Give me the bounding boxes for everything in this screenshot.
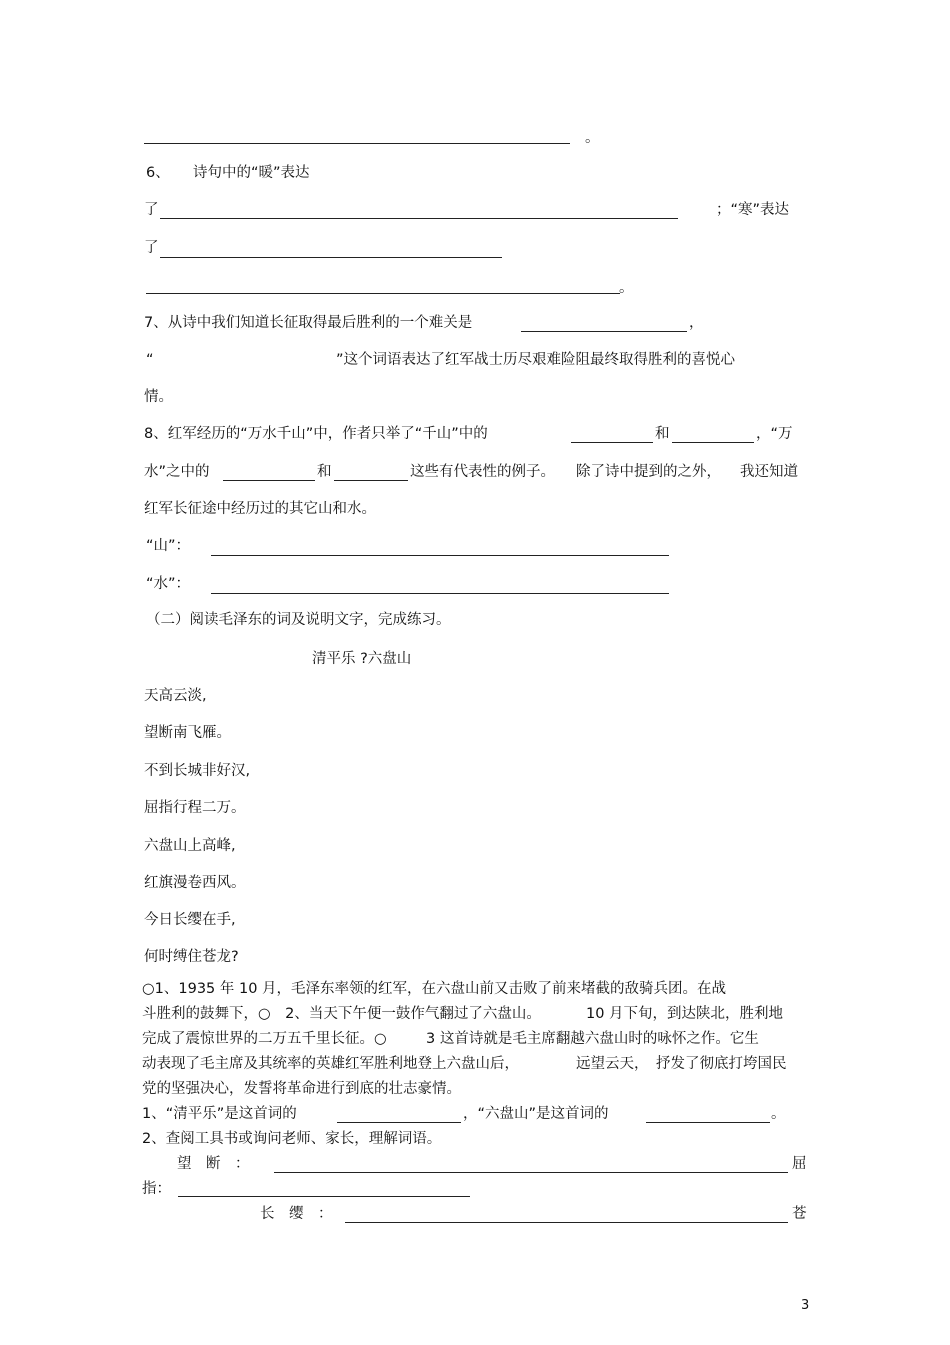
answer-line-quzhi[interactable] <box>178 1196 470 1197</box>
q6-line2-start: 了 <box>144 240 159 256</box>
q7-open-quote: “ <box>146 352 154 368</box>
q8-and-1: 和 <box>655 426 670 442</box>
answer-line-q5[interactable] <box>144 143 570 144</box>
q6-text: 诗句中的“暖”表达 <box>193 165 310 181</box>
term-wangduan: 望 断 ： <box>177 1156 250 1172</box>
answer-line-q6-warm[interactable] <box>160 218 678 219</box>
answer-line-q7[interactable] <box>521 331 687 332</box>
q6-line1-start: 了 <box>144 202 159 218</box>
explanation-line: 3 这首诗就是毛主席翻越六盘山时的咏怀之作。它生 <box>426 1031 759 1047</box>
answer-line-changying[interactable] <box>345 1222 788 1223</box>
explanation-line: 抒发了彻底打垮国民 <box>656 1056 787 1072</box>
poem-line: 今日长缨在手, <box>144 912 236 928</box>
answer-line-q6-cold[interactable] <box>160 257 502 258</box>
q8-line2-end: 我还知道 <box>740 464 798 480</box>
poem-line: 红旗漫卷西风。 <box>144 875 246 891</box>
explanation-line: 10 月下旬，到达陕北，胜利地 <box>586 1006 784 1022</box>
poem-line: 何时缚住苍龙? <box>144 949 239 965</box>
answer-line-q8-mountain1[interactable] <box>571 442 653 443</box>
answer-line-q6-cold-cont[interactable] <box>146 293 620 294</box>
answer-line-mountains[interactable] <box>211 555 669 556</box>
explanation-line: 党的坚强决心，发誓将革命进行到底的壮志豪情。 <box>142 1081 461 1097</box>
q5-end-mark: 。 <box>585 130 600 146</box>
term-changying: 长 缨 ： <box>260 1206 333 1222</box>
q8-line3: 红军长征途中经历过的其它山和水。 <box>144 501 376 517</box>
question-1-end: 。 <box>771 1106 786 1122</box>
answer-line-q8-mountain2[interactable] <box>672 442 754 443</box>
answer-line-q1-a[interactable] <box>337 1122 461 1123</box>
explanation-line: 远望云天， <box>576 1056 649 1072</box>
explanation-line: 完成了震惊世界的二万五千里长征。○ <box>142 1031 387 1047</box>
answer-line-q1-b[interactable] <box>646 1122 770 1123</box>
q7-text: 7、从诗中我们知道长征取得最后胜利的一个难关是 <box>144 315 473 331</box>
q8-line2-mid: 这些有代表性的例子。 <box>410 464 555 480</box>
q8-line1: 8、红军经历的“万水千山”中，作者只举了“千山”中的 <box>144 426 488 442</box>
poem-line: 望断南飞雁。 <box>144 725 231 741</box>
q7-end: 情。 <box>144 389 173 405</box>
poem-line: 天高云淡, <box>144 688 207 704</box>
section2-heading: （二）阅读毛泽东的词及说明文字，完成练习。 <box>146 612 451 628</box>
explanation-line: 动表现了毛主席及其统率的英雄红军胜利地登上六盘山后， <box>142 1056 519 1072</box>
term-canglong-start: 苍 <box>792 1206 807 1222</box>
question-2: 2、查阅工具书或询问老师、家长，理解词语。 <box>142 1131 442 1147</box>
term-quzhi-end: 指： <box>142 1181 171 1197</box>
water-label: “水”： <box>146 576 191 592</box>
answer-line-q8-water2[interactable] <box>334 480 408 481</box>
q8-line2-start: 水”之中的 <box>144 464 210 480</box>
q8-line2-besides: 除了诗中提到的之外， <box>576 464 721 480</box>
question-1-cont: ，“六盘山”是这首词的 <box>463 1106 609 1122</box>
poem-line: 不到长城非好汉, <box>144 763 251 779</box>
q6-number: 6、 <box>146 165 170 181</box>
q7-rest: ”这个词语表达了红军战士历尽艰难险阻最终取得胜利的喜悦心 <box>336 352 736 368</box>
q8-line1-end: ，“万 <box>756 426 793 442</box>
q6-end-mark: 。 <box>619 280 634 296</box>
q7-comma: ， <box>689 315 704 331</box>
q6-cold-label: ；“寒”表达 <box>716 202 790 218</box>
answer-line-waters[interactable] <box>211 593 669 594</box>
mountain-label: “山”： <box>146 538 191 554</box>
explanation-line: ○1、1935 年 10 月，毛泽东率领的红军，在六盘山前又击败了前来堵截的敌骑兵团。在战 <box>142 981 727 997</box>
q8-and-2: 和 <box>317 464 332 480</box>
answer-line-q8-water1[interactable] <box>223 480 315 481</box>
answer-line-wangduan[interactable] <box>274 1172 788 1173</box>
term-quzhi-start: 屈 <box>792 1156 807 1172</box>
poem-line: 六盘山上高峰, <box>144 838 236 854</box>
poem-title: 清平乐 ?六盘山 <box>312 651 412 667</box>
page-number: 3 <box>801 1298 810 1313</box>
poem-line: 屈指行程二万。 <box>144 800 246 816</box>
question-1: 1、“清平乐”是这首词的 <box>142 1106 297 1122</box>
explanation-line: 斗胜利的鼓舞下，○ 2、当天下午便一鼓作气翻过了六盘山。 <box>142 1006 541 1022</box>
